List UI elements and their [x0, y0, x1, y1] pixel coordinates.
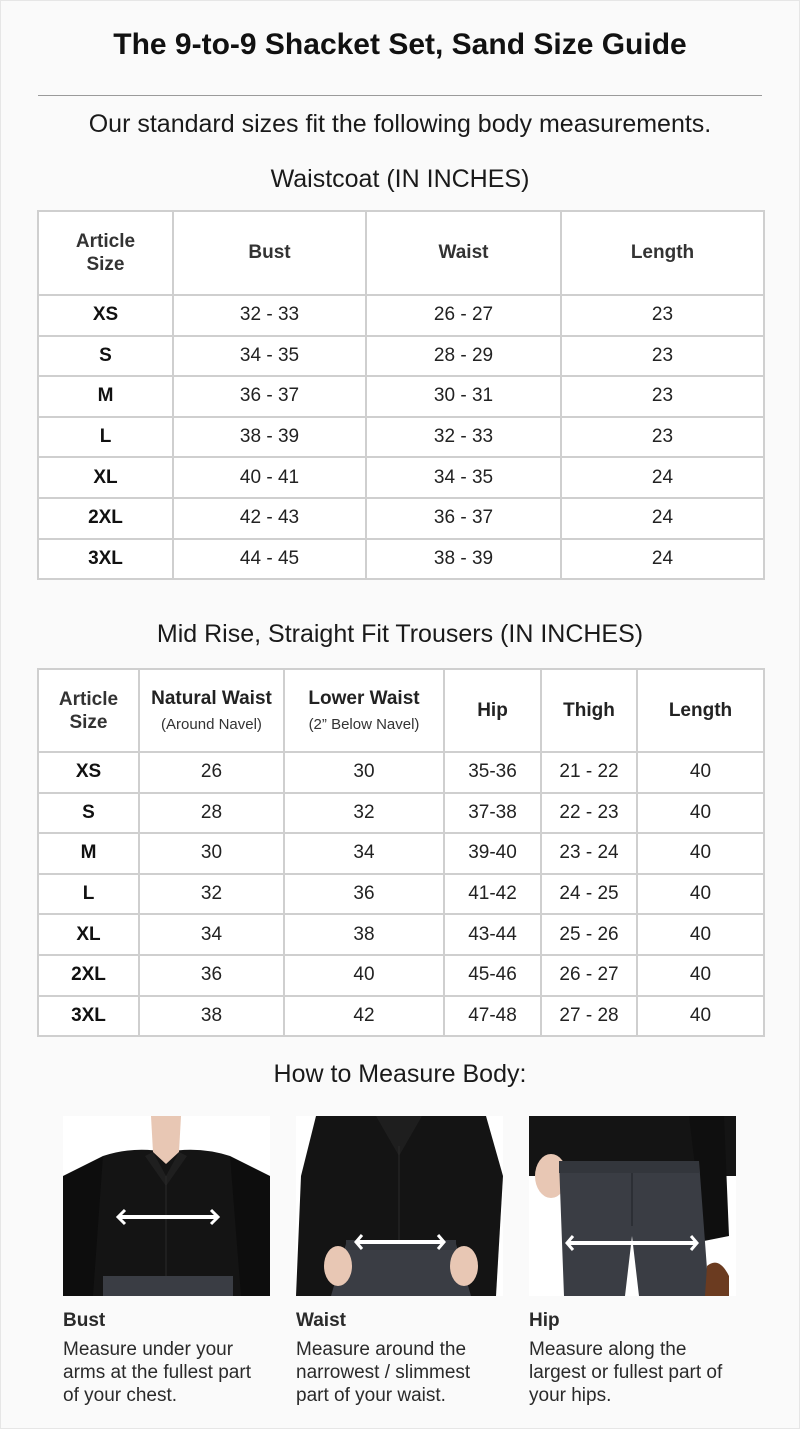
hip-cell: 43-44 [444, 914, 541, 955]
lower-cell: 36 [284, 874, 444, 915]
length-cell: 24 [561, 539, 764, 580]
size-cell: L [38, 874, 139, 915]
header-length: Length [637, 669, 764, 752]
header-waist: Waist [366, 211, 561, 295]
natural-cell: 26 [139, 752, 284, 793]
header-article-size: Article Size [38, 669, 139, 752]
size-cell: S [38, 336, 173, 377]
length-cell: 40 [637, 914, 764, 955]
hip-cell: 41-42 [444, 874, 541, 915]
hip-cell: 45-46 [444, 955, 541, 996]
measure-card-bust [63, 1116, 270, 1407]
length-cell: 23 [561, 417, 764, 458]
length-cell: 40 [637, 833, 764, 874]
trousers-heading: Mid Rise, Straight Fit Trousers (IN INCHES) [156, 620, 644, 648]
table-row [38, 417, 764, 458]
hip-cell: 39-40 [444, 833, 541, 874]
lower-cell: 38 [284, 914, 444, 955]
trousers-table [37, 668, 765, 1037]
thigh-cell: 25 - 26 [541, 914, 637, 955]
bust-cell: 42 - 43 [173, 498, 366, 539]
waist-cell: 38 - 39 [366, 539, 561, 580]
thigh-cell: 27 - 28 [541, 996, 637, 1037]
size-cell: XS [38, 752, 139, 793]
hip-cell: 47-48 [444, 996, 541, 1037]
size-cell: S [38, 793, 139, 834]
lower-cell: 32 [284, 793, 444, 834]
natural-cell: 36 [139, 955, 284, 996]
waist-cell: 28 - 29 [366, 336, 561, 377]
waistcoat-heading: Waistcoat (IN INCHES) [270, 165, 530, 193]
size-cell: M [38, 376, 173, 417]
table-row [38, 793, 764, 834]
header-bust: Bust [173, 211, 366, 295]
waist-cell: 32 - 33 [366, 417, 561, 458]
thigh-cell: 24 - 25 [541, 874, 637, 915]
header-lower-waist: Lower Waist (2” Below Navel) [284, 669, 444, 752]
lower-cell: 40 [284, 955, 444, 996]
size-cell: 2XL [38, 498, 173, 539]
waistcoat-table [37, 210, 765, 580]
thigh-cell: 23 - 24 [541, 833, 637, 874]
length-cell: 40 [637, 955, 764, 996]
table-row [38, 833, 764, 874]
length-cell: 40 [637, 752, 764, 793]
table-row [38, 336, 764, 377]
size-cell: 2XL [38, 955, 139, 996]
header-article-size: Article Size [38, 211, 173, 295]
page-title: The 9-to-9 Shacket Set, Sand Size Guide [113, 28, 687, 61]
bust-text: Measure under your arms at the fullest part of your chest. [63, 1339, 251, 1406]
table-row [38, 539, 764, 580]
length-cell: 40 [637, 996, 764, 1037]
table-row [38, 376, 764, 417]
table-row [38, 996, 764, 1037]
length-cell: 24 [561, 457, 764, 498]
waist-text: Measure around the narrowest / slimmest part of your waist. [296, 1339, 471, 1406]
hip-cell: 35-36 [444, 752, 541, 793]
size-cell: 3XL [38, 539, 173, 580]
header-thigh: Thigh [541, 669, 637, 752]
waist-title: Waist [296, 1310, 346, 1331]
hip-text: Measure along the largest or fullest part of your hips. [529, 1339, 723, 1406]
lower-cell: 34 [284, 833, 444, 874]
bust-cell: 38 - 39 [173, 417, 366, 458]
length-cell: 40 [637, 874, 764, 915]
table-row [38, 955, 764, 996]
size-cell: XL [38, 457, 173, 498]
bust-cell: 44 - 45 [173, 539, 366, 580]
header-hip: Hip [444, 669, 541, 752]
trousers-header-row [38, 669, 764, 752]
waistcoat-header-row [38, 211, 764, 295]
hip-title: Hip [529, 1310, 560, 1331]
length-cell: 40 [637, 793, 764, 834]
waist-cell: 26 - 27 [366, 295, 561, 336]
table-row [38, 752, 764, 793]
measure-heading: How to Measure Body: [273, 1060, 527, 1088]
thigh-cell: 22 - 23 [541, 793, 637, 834]
table-row [38, 874, 764, 915]
size-cell: L [38, 417, 173, 458]
divider [38, 95, 762, 96]
waist-cell: 34 - 35 [366, 457, 561, 498]
waist-photo [296, 1116, 503, 1296]
size-cell: XL [38, 914, 139, 955]
size-cell: M [38, 833, 139, 874]
bust-photo [63, 1116, 270, 1296]
measure-card-hip [529, 1116, 736, 1407]
hip-photo [529, 1116, 736, 1296]
length-cell: 23 [561, 295, 764, 336]
thigh-cell: 21 - 22 [541, 752, 637, 793]
measure-card-waist [296, 1116, 503, 1407]
length-cell: 23 [561, 376, 764, 417]
waist-cell: 30 - 31 [366, 376, 561, 417]
natural-cell: 34 [139, 914, 284, 955]
natural-cell: 30 [139, 833, 284, 874]
header-length: Length [561, 211, 764, 295]
lower-cell: 42 [284, 996, 444, 1037]
header-natural-waist: Natural Waist (Around Navel) [139, 669, 284, 752]
hip-cell: 37-38 [444, 793, 541, 834]
bust-cell: 36 - 37 [173, 376, 366, 417]
size-cell: 3XL [38, 996, 139, 1037]
table-row [38, 498, 764, 539]
natural-cell: 38 [139, 996, 284, 1037]
table-row [38, 295, 764, 336]
length-cell: 23 [561, 336, 764, 377]
lower-cell: 30 [284, 752, 444, 793]
size-cell: XS [38, 295, 173, 336]
bust-cell: 40 - 41 [173, 457, 366, 498]
bust-title: Bust [63, 1310, 106, 1331]
natural-cell: 32 [139, 874, 284, 915]
waist-cell: 36 - 37 [366, 498, 561, 539]
table-row [38, 914, 764, 955]
page-subtitle: Our standard sizes fit the following body measurements. [88, 110, 712, 138]
table-row [38, 457, 764, 498]
bust-cell: 32 - 33 [173, 295, 366, 336]
thigh-cell: 26 - 27 [541, 955, 637, 996]
bust-cell: 34 - 35 [173, 336, 366, 377]
natural-cell: 28 [139, 793, 284, 834]
length-cell: 24 [561, 498, 764, 539]
